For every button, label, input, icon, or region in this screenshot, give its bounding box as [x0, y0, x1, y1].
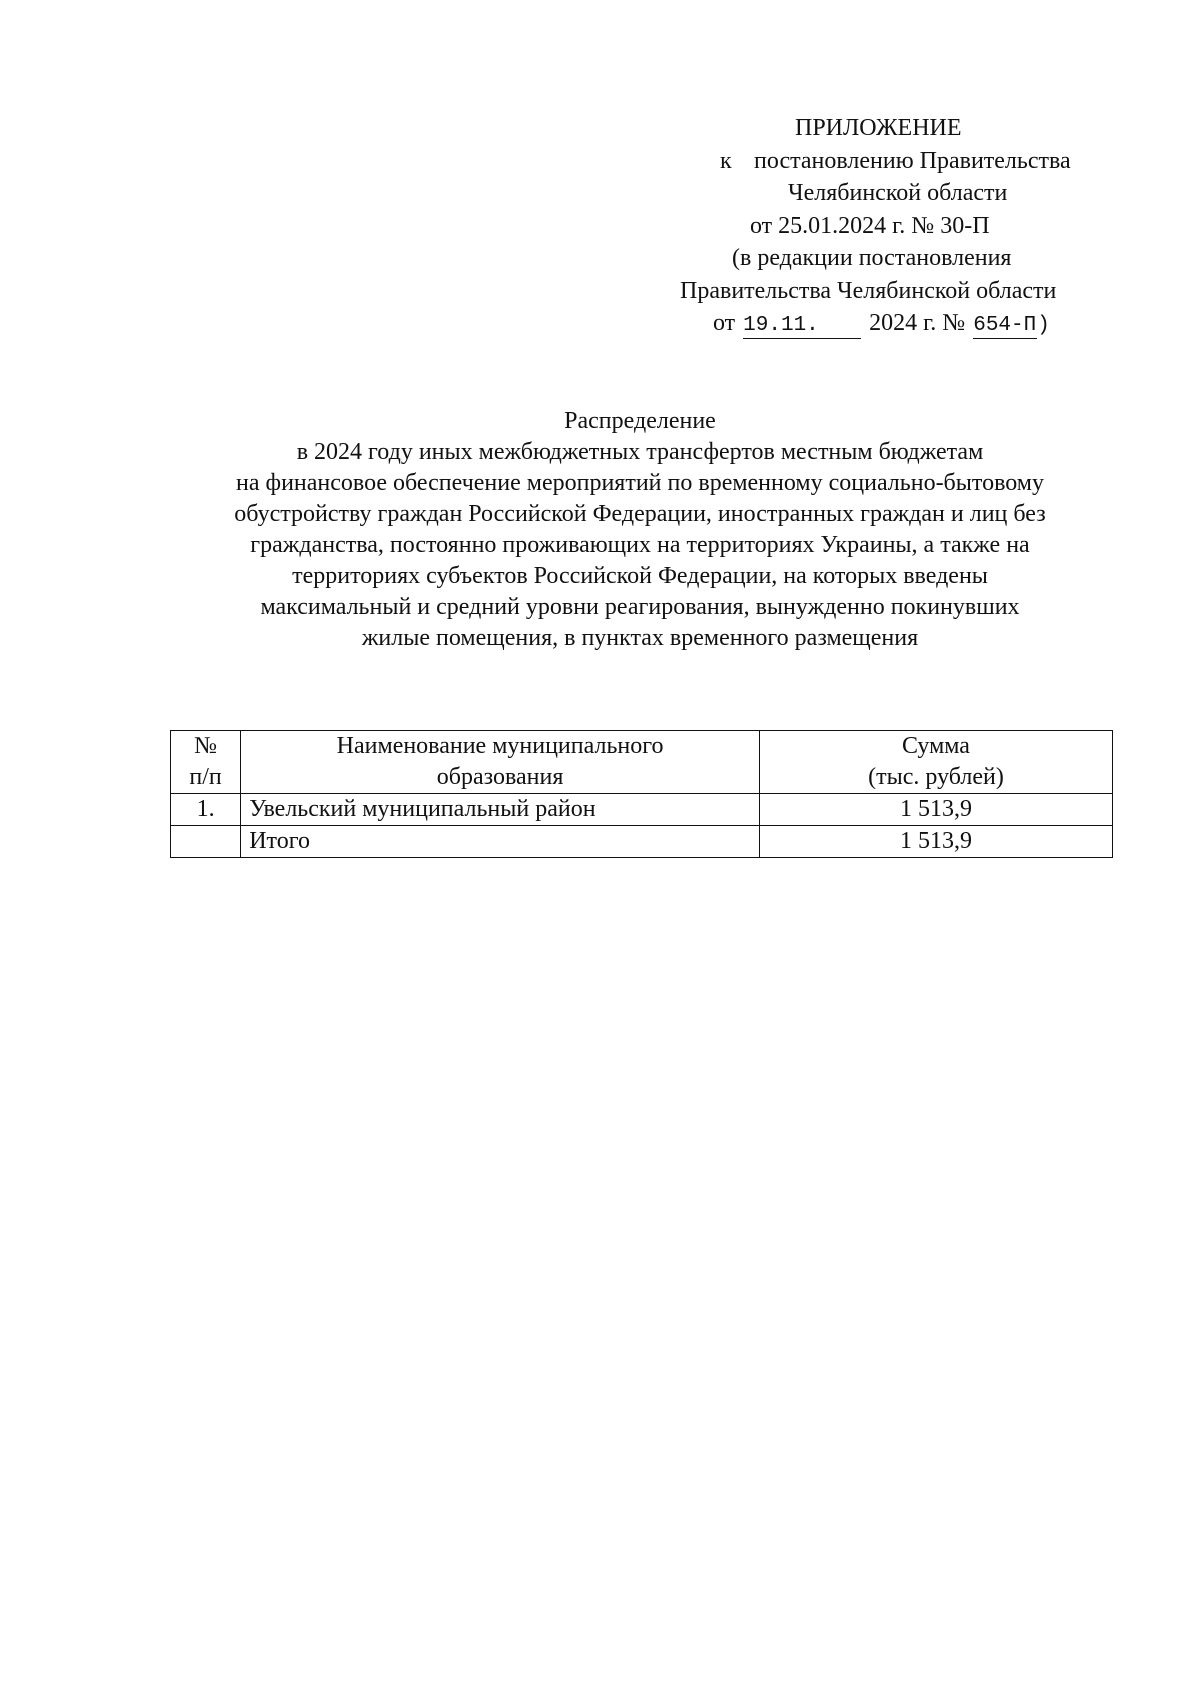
- amendment-date-field: [743, 311, 861, 339]
- annex-region: Челябинской области: [788, 180, 1008, 206]
- header-number-line1: №: [194, 733, 218, 759]
- annex-amendment-line: [640, 307, 1140, 343]
- row-number: 1.: [171, 794, 241, 826]
- table-row: [171, 794, 1113, 826]
- table-total-row: [171, 826, 1113, 858]
- amendment-number-field: [973, 311, 1037, 339]
- annex-header: [640, 112, 1140, 343]
- amendment-date-value: 19.11.: [743, 314, 819, 337]
- distribution-table: [170, 730, 1113, 858]
- table-header-row: [171, 731, 1113, 794]
- header-sum-line1: Сумма: [902, 733, 970, 759]
- title-line: обустройству граждан Российской Федерации, иностранных граждан и лиц без: [234, 501, 1046, 527]
- annex-closing-paren: ): [1037, 314, 1050, 337]
- title-line: гражданства, постоянно проживающих на территориях Украины, а также на: [250, 532, 1030, 558]
- header-municipality-line2: образования: [436, 764, 564, 790]
- annex-from-prefix: от: [713, 310, 736, 336]
- annex-date-line: от 25.01.2024 г. № 30-П: [750, 212, 990, 239]
- header-number-line2: п/п: [189, 764, 222, 790]
- total-sum: 1 513,9: [759, 826, 1112, 858]
- document-title: [150, 406, 1130, 654]
- title-line: территориях субъектов Российской Федерации, на которых введены: [292, 563, 988, 589]
- header-municipality: [241, 731, 760, 794]
- title-line: Распределение: [564, 408, 716, 434]
- title-line: в 2024 году иных межбюджетных трансфертов местным бюджетам: [296, 439, 984, 465]
- title-line: на финансовое обеспечение мероприятий по временному социально-бытовому: [236, 470, 1044, 496]
- total-label: Итого: [241, 826, 760, 858]
- annex-to-prefix: к: [720, 147, 732, 174]
- annex-government-line: Правительства Челябинской области: [680, 277, 1057, 304]
- row-municipality: Увельский муниципальный район: [241, 794, 760, 826]
- annex-to-text: постановлению Правительства: [754, 147, 1071, 174]
- annex-heading: ПРИЛОЖЕНИЕ: [795, 115, 962, 141]
- amendment-number-value: 654-П: [973, 314, 1037, 337]
- row-sum: 1 513,9: [759, 794, 1112, 826]
- header-number: [171, 731, 241, 794]
- header-municipality-line1: Наименование муниципального: [336, 733, 664, 759]
- header-sum: [759, 731, 1112, 794]
- annex-year-text: 2024 г. №: [869, 310, 966, 336]
- annex-to-line: [640, 145, 1140, 178]
- total-number: [171, 826, 241, 858]
- title-line: жилые помещения, в пунктах временного размещения: [361, 625, 919, 651]
- header-sum-line2: (тыс. рублей): [868, 764, 1004, 790]
- annex-edition-line: (в редакции постановления: [732, 245, 1012, 271]
- title-line: максимальный и средний уровни реагирования, вынужденно покинувших: [260, 594, 1020, 620]
